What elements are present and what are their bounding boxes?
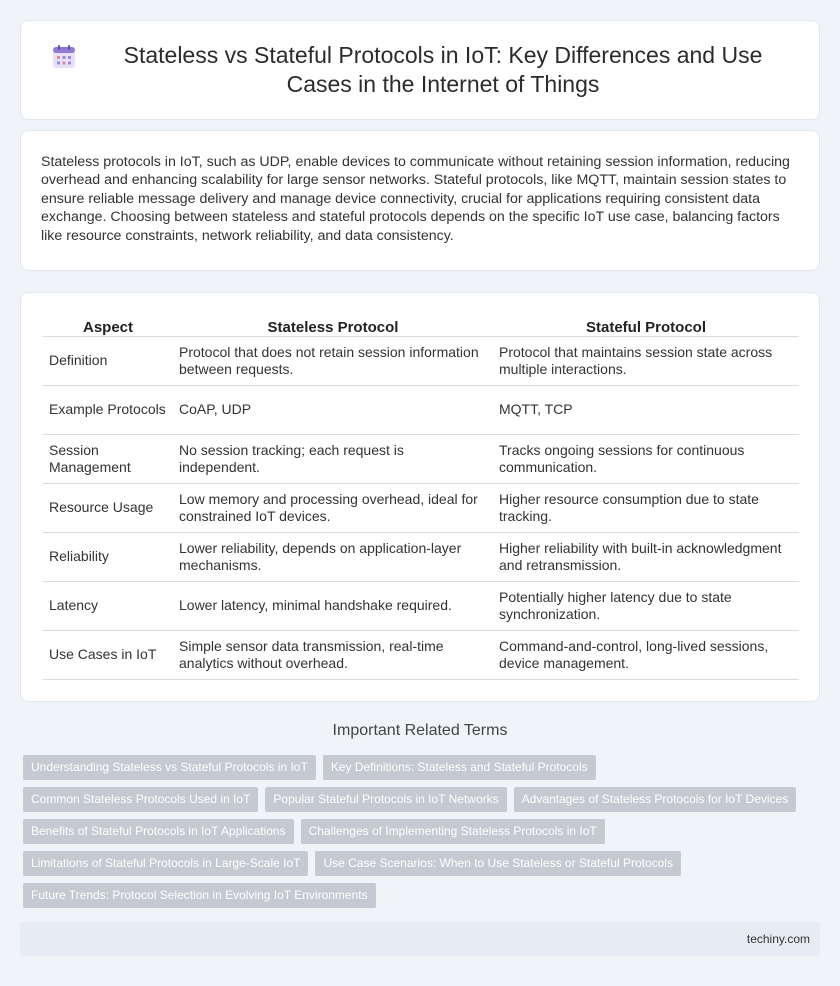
intro-card — [20, 130, 820, 271]
related-term-tag[interactable]: Common Stateless Protocols Used in IoT — [23, 787, 258, 812]
related-terms-list — [23, 755, 823, 915]
related-term-tag[interactable]: Benefits of Stateful Protocols in IoT Applications — [23, 819, 294, 844]
table-row — [43, 631, 799, 680]
related-term-tag[interactable]: Advantages of Stateless Protocols for IoT Devices — [514, 787, 797, 812]
row-stateless-cell: Lower latency, minimal handshake required. — [173, 582, 493, 631]
related-term-tag[interactable]: Use Case Scenarios: When to Use Stateless or Stateful Protocols — [315, 851, 681, 876]
header-card — [20, 20, 820, 120]
table-header-row — [43, 313, 799, 337]
table-row — [43, 533, 799, 582]
footer-site-link[interactable]: techiny.com — [746, 932, 810, 946]
related-term-tag[interactable]: Understanding Stateless vs Stateful Protocols in IoT — [23, 755, 316, 780]
row-stateful-cell: Protocol that maintains session state across multiple interactions. — [493, 337, 799, 386]
comparison-table — [43, 313, 799, 680]
row-stateful-cell: Potentially higher latency due to state synchronization. — [493, 582, 799, 631]
row-aspect: Reliability — [43, 533, 173, 582]
row-stateful-cell: Higher resource consumption due to state tracking. — [493, 484, 799, 533]
related-term-tag[interactable]: Future Trends: Protocol Selection in Evolving IoT Environments — [23, 883, 376, 908]
row-stateless-cell: No session tracking; each request is independent. — [173, 435, 493, 484]
page-title: Stateless vs Stateful Protocols in IoT: Key Differences and Use Cases in the Internet of Things — [123, 42, 763, 97]
row-stateless-cell: Lower reliability, depends on application-layer mechanisms. — [173, 533, 493, 582]
calendar-grid-icon — [51, 44, 77, 70]
table-row — [43, 484, 799, 533]
row-aspect: Resource Usage — [43, 484, 173, 533]
row-aspect: Definition — [43, 337, 173, 386]
table-row — [43, 386, 799, 435]
related-term-tag[interactable]: Popular Stateful Protocols in IoT Networks — [265, 787, 506, 812]
row-aspect: Example Protocols — [43, 386, 173, 435]
row-stateful-cell: Tracks ongoing sessions for continuous communication. — [493, 435, 799, 484]
row-aspect: Use Cases in IoT — [43, 631, 173, 680]
related-terms-title: Important Related Terms — [332, 722, 508, 739]
row-stateful-cell: Command-and-control, long-lived sessions, device management. — [493, 631, 799, 680]
table-row — [43, 337, 799, 386]
footer-bar — [20, 922, 820, 956]
row-stateful-cell: MQTT, TCP — [493, 386, 799, 435]
row-aspect: Session Management — [43, 435, 173, 484]
column-header-stateless: Stateless Protocol — [173, 313, 493, 337]
row-stateless-cell: Simple sensor data transmission, real-time analytics without overhead. — [173, 631, 493, 680]
column-header-stateful: Stateful Protocol — [493, 313, 799, 337]
row-stateless-cell: CoAP, UDP — [173, 386, 493, 435]
table-row — [43, 582, 799, 631]
intro-paragraph: Stateless protocols in IoT, such as UDP, enable devices to communicate without retaining session information, reducing overhead and enhancing scalability for large sensor networks. Stateful protocols, like MQTT, maintain session states to ensure reliable message delivery and manage device connectivity, crucial for applications requiring consistent data exchange. Choosing between stateless and stateful protocols depends on the specific IoT use case, balancing factors like resource constraints, network reliability, and data consistency. — [41, 154, 790, 244]
row-stateful-cell: Higher reliability with built-in acknowledgment and retransmission. — [493, 533, 799, 582]
row-stateless-cell: Low memory and processing overhead, ideal for constrained IoT devices. — [173, 484, 493, 533]
table-row — [43, 435, 799, 484]
related-term-tag[interactable]: Limitations of Stateful Protocols in Large-Scale IoT — [23, 851, 308, 876]
comparison-table-card — [20, 292, 820, 702]
column-header-aspect: Aspect — [43, 313, 173, 337]
related-term-tag[interactable]: Key Definitions: Stateless and Stateful Protocols — [323, 755, 596, 780]
row-stateless-cell: Protocol that does not retain session information between requests. — [173, 337, 493, 386]
related-term-tag[interactable]: Challenges of Implementing Stateless Protocols in IoT — [301, 819, 605, 844]
row-aspect: Latency — [43, 582, 173, 631]
